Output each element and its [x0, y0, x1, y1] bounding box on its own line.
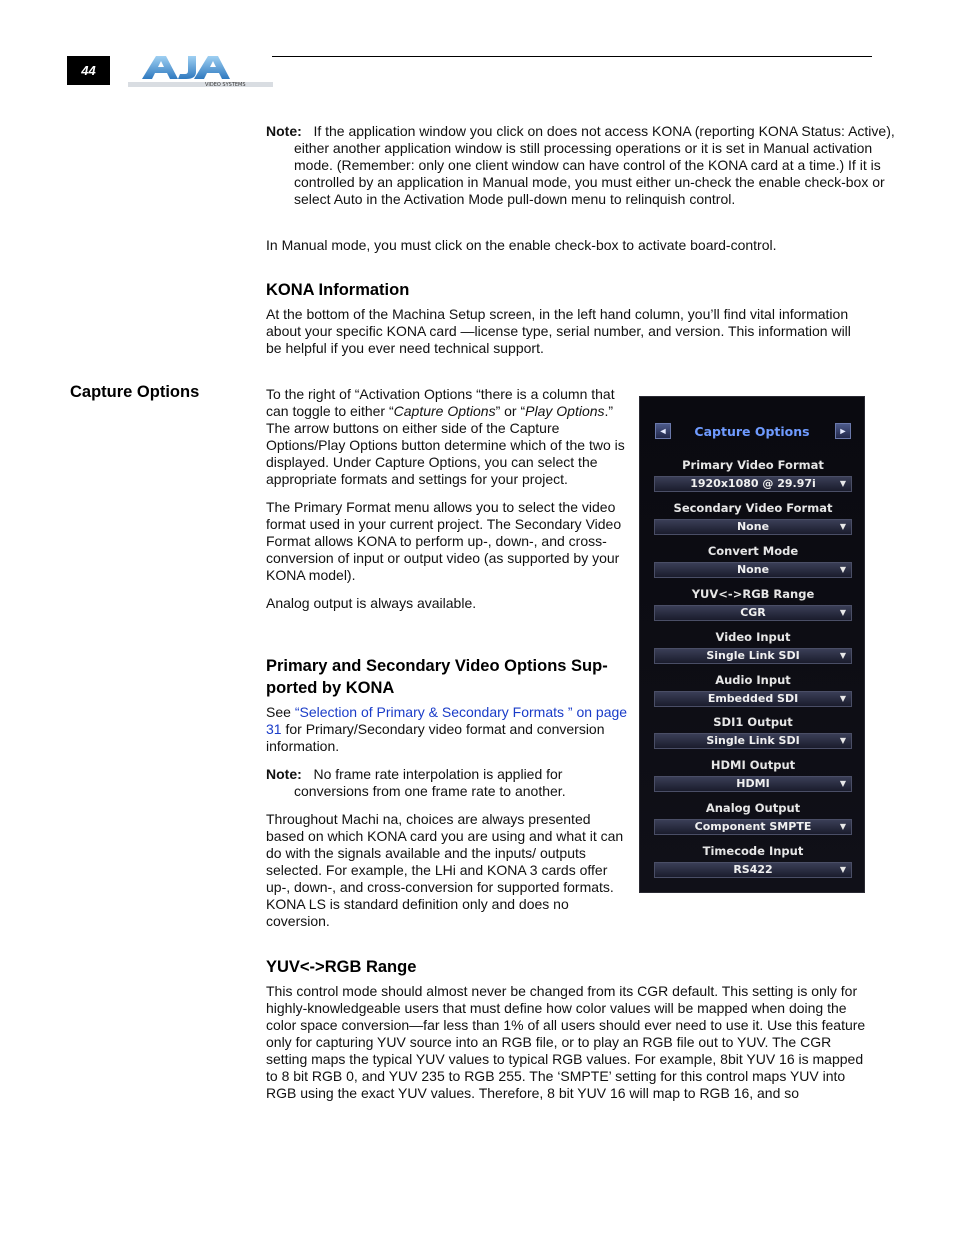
- setting-group: [654, 800, 852, 835]
- setting-label: HDMI Output: [710, 758, 796, 773]
- setting-dropdown[interactable]: [654, 519, 852, 535]
- capture-paragraph-2: The Primary Format menu allows you to select the video format used in your current project. The Secondary Video Format allows KONA to perform up-, down-, and cross-conversion of input or output video (as supported by your KONA model).: [266, 499, 622, 583]
- throughout-paragraph: Throughout Machi na, choices are always presented based on which KONA card you are using and what it can do with the signals available and the inputs/ outputs selected. For example, the LHi and KONA 3 cards offer up-, down-, and cross-conversion for supported formats. KONA LS is standard definition only and does no coversion.: [266, 811, 624, 929]
- dropdown-value: Component SMPTE: [694, 820, 812, 834]
- formats-link[interactable]: “Selection of Primary & Secondary Formats ” on page 31: [266, 704, 628, 737]
- chevron-down-icon: ▼: [839, 822, 846, 832]
- chevron-down-icon: ▼: [839, 693, 846, 703]
- chevron-down-icon: ▼: [839, 865, 846, 875]
- capture-options-heading: Capture Options: [70, 383, 200, 401]
- setting-dropdown[interactable]: [654, 476, 852, 492]
- setting-group: [654, 543, 852, 578]
- chevron-down-icon: ▼: [839, 564, 846, 574]
- chevron-down-icon: ▼: [839, 479, 846, 488]
- setting-group: [654, 672, 852, 707]
- dropdown-value: 1920x1080 @ 29.97i: [690, 477, 816, 490]
- setting-label: YUV<->RGB Range: [691, 586, 815, 601]
- dropdown-value: None: [736, 519, 770, 533]
- setting-group: [654, 586, 852, 621]
- setting-dropdown[interactable]: [654, 605, 852, 621]
- yuv-rgb-text: This control mode should almost never be changed from its CGR default. This setting is only for highly-knowledgeable users that must define how color values will be mapped when doing the color space conversion—far less than 1% of all users should ever need to use it. Use this feature only for capturing YUV source into an RGB file, or to play an RGB file out to YUV. The CGR setting maps the typical YUV values to typical RGB values. For example, 8bit YUV 16 is mapped to 8 bit RGB 0, and YUV 235 to RGB 255. The ‘SMPTE’ setting for this control maps YUV into RGB using the exact YUV values. Therefore, 8 bit YUV 16 will map to RGB 16, and so: [266, 983, 866, 1101]
- page-number: 44: [67, 56, 110, 85]
- chevron-down-icon: ▼: [839, 650, 846, 660]
- setting-group: [654, 843, 852, 878]
- yuv-rgb-heading: YUV<->RGB Range: [266, 958, 417, 976]
- chevron-down-icon: ▼: [839, 736, 846, 746]
- setting-dropdown[interactable]: [654, 776, 852, 792]
- logo-subtext: VIDEO SYSTEMS: [205, 82, 246, 88]
- setting-group: [654, 757, 852, 792]
- capture-paragraph-1: To the right of “Activation Options “there is a column that can toggle to either “Capture Options” or “Play Options.” The arrow buttons on either side of the Capture Options/Play Options button determine which of the two is displayed. Under Capture Options, you can select the appropriate formats and settings for your project.: [266, 386, 625, 487]
- header-rule: [272, 56, 872, 57]
- primary-secondary-column: [266, 704, 628, 930]
- capture-options-column: [266, 386, 628, 612]
- manual-mode-paragraph: In Manual mode, you must click on the enable check-box to activate board-control.: [266, 237, 777, 253]
- setting-dropdown[interactable]: [654, 819, 852, 835]
- see-reference: See “Selection of Primary & Secondary Formats ” on page 31 for Primary/Secondary video format and conversion information.: [266, 704, 628, 754]
- setting-group: [654, 714, 852, 749]
- setting-label: Video Input: [715, 629, 791, 644]
- dropdown-value: CGR: [740, 605, 766, 619]
- panel-title[interactable]: Capture Options: [694, 424, 810, 439]
- note-text: If the application window you click on does not access KONA (reporting KONA Status: Active), either another application window is still processing operations or it is set in Manual activation mode. (Remember: only one client window can have control of the KONA card at a time.) If it is controlled by an application in Manual mode, you must either un-check the enable check-box or select Auto in the Activation Mode pull-down menu to relinquish control.: [294, 123, 895, 207]
- setting-dropdown[interactable]: [654, 648, 852, 664]
- kona-information-text: At the bottom of the Machina Setup screen, in the left hand column, you’ll find vital information about your specific KONA card —license type, serial number, and version. This information will be helpful if you ever need technical support.: [266, 306, 851, 356]
- note-activation: [266, 123, 900, 208]
- dropdown-value: Single Link SDI: [706, 648, 800, 662]
- aja-logo: [128, 52, 273, 88]
- capture-paragraph-3: Analog output is always available.: [266, 595, 477, 611]
- setting-label: Convert Mode: [707, 543, 799, 558]
- setting-dropdown[interactable]: [654, 691, 852, 707]
- setting-label: Timecode Input: [702, 844, 804, 859]
- setting-label: Secondary Video Format: [673, 500, 833, 515]
- primary-secondary-heading: Primary and Secondary Video Options Sup- ported by KONA: [266, 657, 608, 697]
- kona-information-heading: KONA Information: [266, 281, 410, 299]
- setting-dropdown[interactable]: [654, 862, 852, 878]
- setting-label: Audio Input: [715, 672, 791, 687]
- chevron-down-icon: ▼: [839, 607, 846, 617]
- setting-dropdown[interactable]: [654, 562, 852, 578]
- setting-group: [654, 500, 852, 535]
- note-frame-rate: Note: No frame rate interpolation is applied for conversions from one frame rate to another.: [266, 766, 566, 799]
- next-arrow-button[interactable]: ►: [835, 423, 851, 439]
- setting-label: Primary Video Format: [682, 458, 824, 472]
- previous-arrow-button[interactable]: ◄: [655, 423, 671, 439]
- dropdown-value: None: [736, 562, 770, 576]
- setting-group: [654, 629, 852, 664]
- setting-dropdown[interactable]: [654, 733, 852, 749]
- chevron-down-icon: ▼: [839, 779, 846, 789]
- setting-group: [654, 457, 852, 492]
- setting-label: SDI1 Output: [713, 715, 793, 730]
- capture-options-panel: [639, 396, 865, 893]
- chevron-down-icon: ▼: [839, 521, 846, 531]
- note-label: Note:: [266, 123, 302, 139]
- dropdown-value: RS422: [733, 863, 773, 877]
- dropdown-value: Embedded SDI: [707, 691, 799, 705]
- dropdown-value: Single Link SDI: [706, 734, 800, 748]
- dropdown-value: HDMI: [736, 777, 770, 791]
- setting-label: Analog Output: [705, 801, 801, 816]
